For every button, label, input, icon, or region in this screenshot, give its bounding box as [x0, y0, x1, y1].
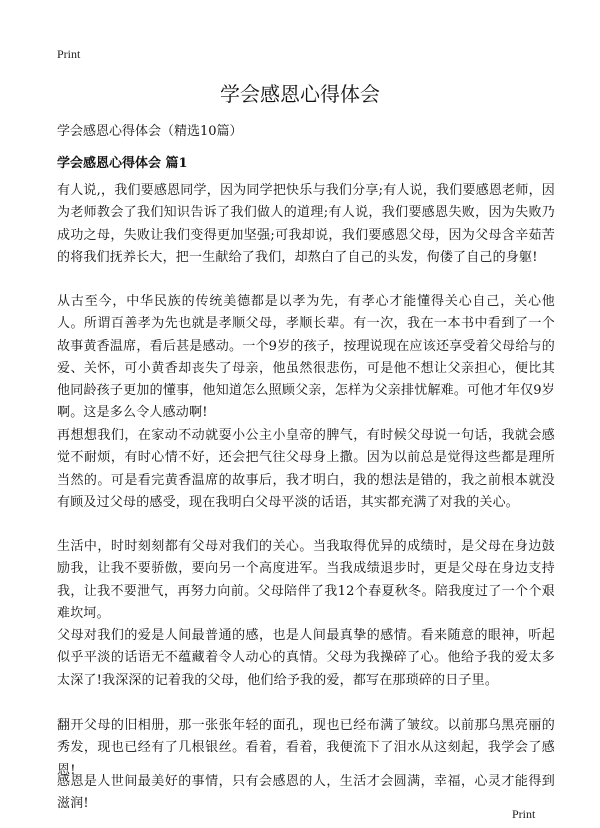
section-heading: 学会感恩心得体会 篇1	[57, 156, 188, 171]
print-link-footer[interactable]: Print	[512, 807, 536, 821]
page-title: 学会感恩心得体会	[220, 82, 380, 106]
body-paragraph: 生活中，时时刻刻都有父母对我们的关心。当我取得优异的成绩时，是父母在身边鼓励我，让我不要骄傲，要向另一个高度进军。当我成绩退步时，更是父母在身边支持我，让我不要泄气，再努力向前。父母陪伴了我12个春夏秋冬。陪我度过了一个个艰难坎坷。	[57, 539, 555, 621]
body-paragraph: 父母对我们的爱是人间最普通的感，也是人间最真挚的感情。看来随意的眼神，听起似乎平淡的话语无不蕴藏着令人动心的真情。父母为我操碎了心。他给予我的爱太多太深了!我深深的记着我的父母，他们给予我的爱，都写在那琐碎的日子里。	[57, 628, 555, 688]
body-paragraph: 再想想我们，在家动不动就耍小公主小皇帝的脾气，有时候父母说一句话，我就会感觉不耐烦，有时心情不好，还会把气往父母身上撒。因为以前总是觉得这些都是理所当然的。可是看完黄香温席的故事后，我才明白，我的想法是错的，我之前根本就没有顾及过父母的感受，现在我明白父母平淡的话语，其实都充满了对我的关心。	[57, 428, 555, 510]
body-paragraph: 感恩是人世间最美好的事情，只有会感恩的人，生活才会圆满，幸福，心灵才能得到滋润!	[57, 774, 555, 812]
body-paragraph: 有人说,，我们要感恩同学，因为同学把快乐与我们分享;有人说，我们要感恩老师，因为老师教会了我们知识告诉了我们做人的道理;有人说，我们要感恩失败，因为失败乃成功之母，失败让我们变得更加坚强;可我却说，我们要感恩父母，因为父母含辛茹苦的将我们抚养长大，把一生献给了我们，却熬白了自己的头发，佝偻了自己的身躯!	[57, 183, 555, 265]
body-paragraph: 从古至今，中华民族的传统美德都是以孝为先，有孝心才能懂得关心自己，关心他人。所谓百善孝为先也就是孝顺父母，孝顺长辈。有一次，我在一本书中看到了一个故事黄香温席，看后甚是感动。一个9岁的孩子，按理说现在应该还享受着父母给与的爱、关怀，可小黄香却丧失了母亲，他虽然很悲伤，可是他不想让父亲担心，便比其他同龄孩子更加的懂事，他知道怎么照顾父亲，怎样为父亲排忧解难。可他才年仅9岁啊。这是多么令人感动啊!	[57, 294, 555, 421]
body-paragraph: 翻开父母的旧相册，那一张张年轻的面孔，现也已经布满了皱纹。以前那乌黑亮丽的秀发，现也已经有了几根银丝。看着，看着，我便流下了泪水从这刻起，我学会了感恩!	[57, 718, 555, 778]
article-subtitle: 学会感恩心得体会（精选10篇）	[57, 124, 243, 139]
print-link[interactable]: Print	[57, 47, 81, 61]
